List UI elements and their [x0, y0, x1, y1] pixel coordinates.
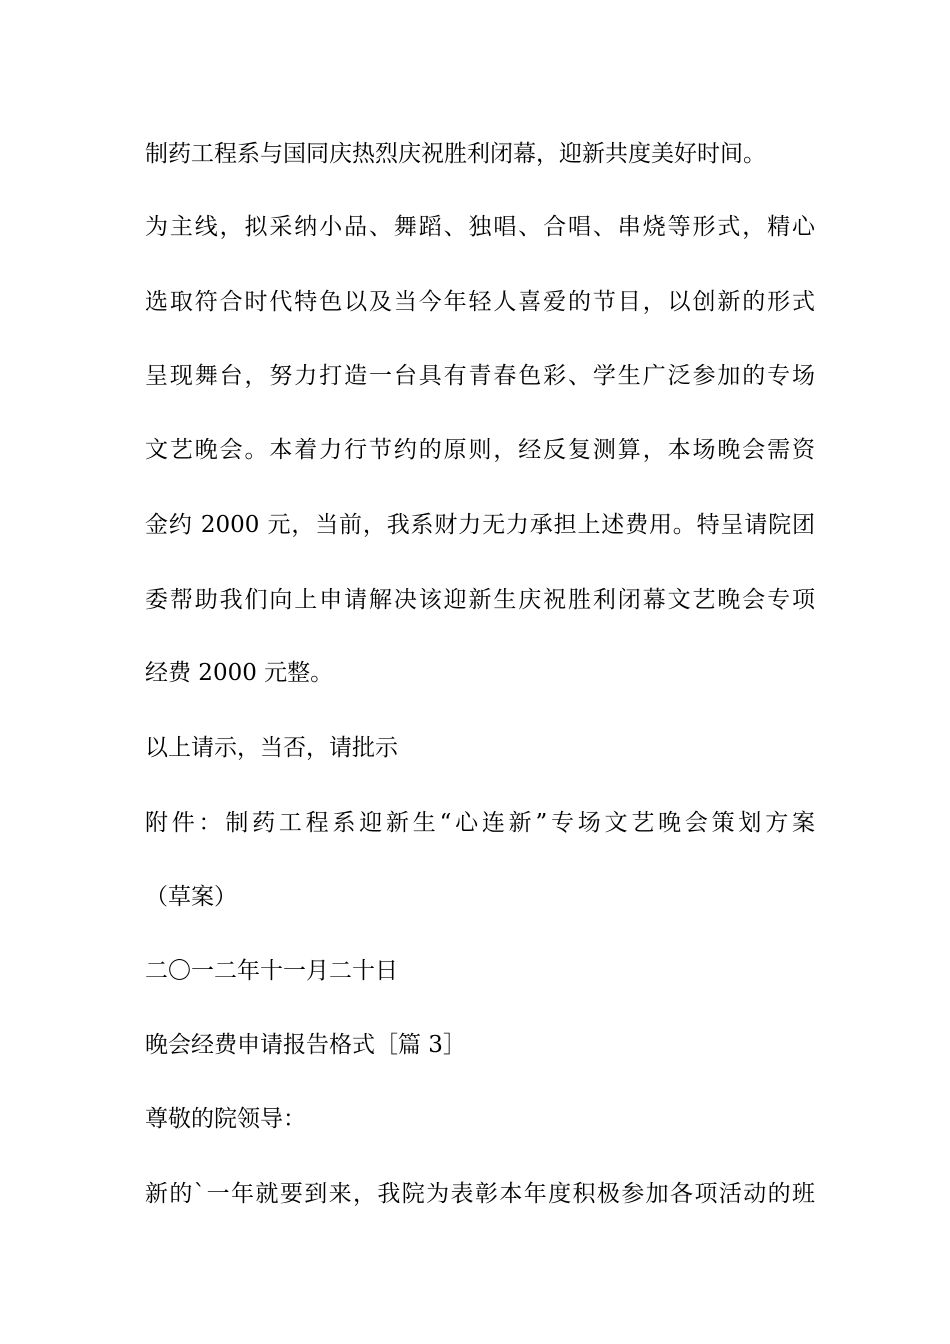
paragraph-line-7: 委帮助我们向上申请解决该迎新生庆祝胜利闭幕文艺晚会专项 [145, 587, 815, 613]
paragraph-line-5: 文艺晚会。本着力行节约的原则，经反复测算，本场晚会需资 [145, 437, 815, 463]
date-line: 二〇一二年十一月二十日 [145, 958, 398, 984]
paragraph-line-6: 金约 2000 元，当前，我系财力无力承担上述费用。特呈请院团 [145, 512, 815, 538]
salutation-line: 尊敬的院领导： [145, 1106, 306, 1132]
attachment-line: 附件：制药工程系迎新生“心连新”专场文艺晚会策划方案 [145, 810, 815, 836]
paragraph-line-2: 为主线，拟采纳小品、舞蹈、独唱、合唱、串烧等形式，精心 [145, 214, 815, 240]
paragraph-line-15: 新的`一年就要到来，我院为表彰本年度积极参加各项活动的班 [145, 1181, 815, 1207]
section-heading: 晚会经费申请报告格式［篇 3］ [145, 1032, 466, 1058]
request-line: 以上请示，当否，请批示 [145, 735, 398, 761]
attachment-draft-line: （草案） [145, 884, 237, 910]
paragraph-line-3: 选取符合时代特色以及当今年轻人喜爱的节目，以创新的形式 [145, 289, 815, 315]
paragraph-line-4: 呈现舞台，努力打造一台具有青春色彩、学生广泛参加的专场 [145, 363, 815, 389]
paragraph-line-8: 经费 2000 元整。 [145, 660, 334, 686]
paragraph-line-1: 制药工程系与国同庆热烈庆祝胜利闭幕，迎新共度美好时间。 [145, 141, 766, 167]
